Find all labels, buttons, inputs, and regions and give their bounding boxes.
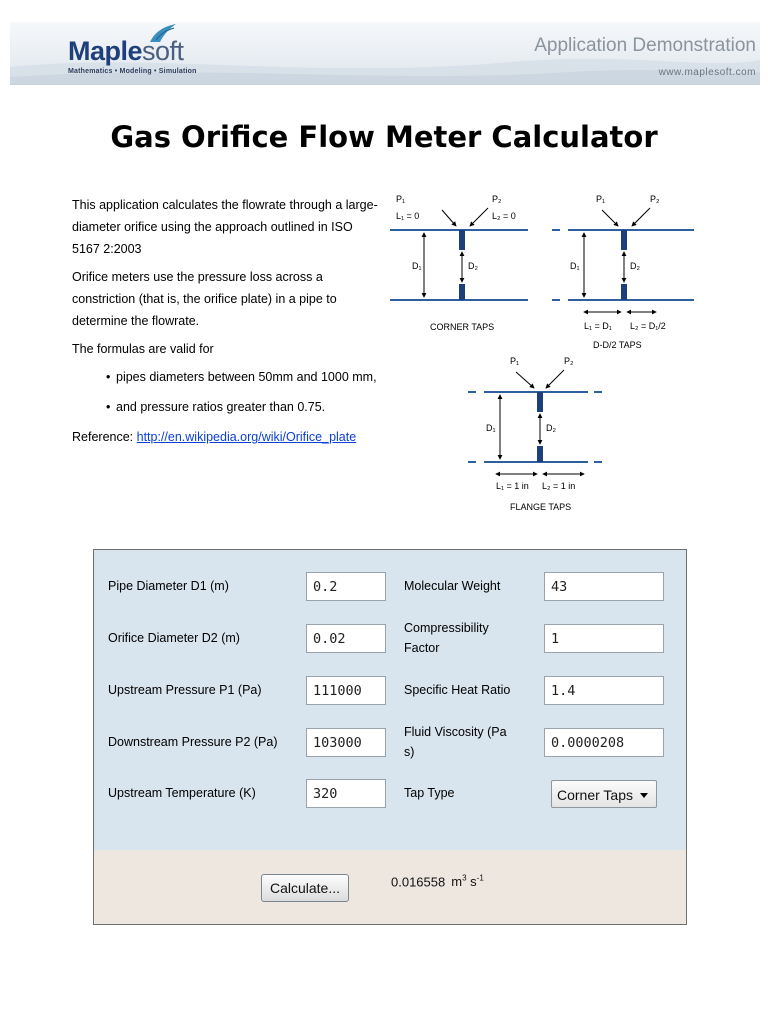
viscosity-label-line2: s): [404, 745, 415, 759]
viscosity-label-line1: Fluid Viscosity (Pa: [404, 725, 507, 739]
dd2-p2-label: P₂: [650, 194, 660, 204]
pipe-diameter-input[interactable]: 0.2: [306, 572, 386, 601]
orifice-diameter-label: Orifice Diameter D2 (m): [108, 631, 240, 645]
flange-taps-caption: FLANGE TAPS: [510, 502, 572, 512]
reference-link[interactable]: http://en.wikipedia.org/wiki/Orifice_plate: [136, 430, 357, 444]
orifice-diameter-input[interactable]: 0.02: [306, 624, 386, 653]
result-value: 0.016558: [391, 874, 446, 890]
corner-l2-label: L₂ = 0: [492, 211, 516, 221]
dd2-l2-label: L₂ = D₁/2: [630, 321, 666, 331]
flange-p2-label: P₂: [564, 356, 574, 366]
specific-heat-label: Specific Heat Ratio: [404, 683, 511, 697]
dd2-d1-label: D₁: [570, 261, 580, 271]
upstream-pressure-input[interactable]: 111000: [306, 676, 386, 705]
orifice-taps-diagram: [388, 188, 708, 528]
corner-p1-label: P₁: [396, 194, 406, 204]
result-unit: $m^3$ $s^{-1}$: [451, 874, 484, 890]
description-paragraph-3: The formulas are valid for: [72, 342, 214, 356]
chevron-down-icon: [640, 793, 648, 798]
viscosity-input[interactable]: 0.0000208: [544, 728, 664, 757]
application-demonstration-label: Application Demonstration: [534, 35, 756, 56]
flange-l1-label: L₁ = 1 in: [496, 481, 529, 491]
description-paragraph-1: This application calculates the flowrate through a large-diameter orifice using the approach outlined in ISO 5167 2:2003: [72, 198, 378, 256]
downstream-pressure-label: Downstream Pressure P2 (Pa): [108, 735, 278, 749]
logo-soft-text: soft: [142, 36, 184, 66]
molecular-weight-input[interactable]: 43: [544, 572, 664, 601]
compressibility-input[interactable]: 1: [544, 624, 664, 653]
flange-d1-label: D₁: [486, 423, 496, 433]
upstream-temperature-input[interactable]: 320: [306, 779, 386, 808]
dd2-p1-label: P₁: [596, 194, 606, 204]
calculator-panel: [93, 549, 687, 925]
corner-p2-label: P₂: [492, 194, 502, 204]
dd2-d2-label: D₂: [630, 261, 640, 271]
description-block: [72, 194, 382, 448]
flange-d2-label: D₂: [546, 423, 556, 433]
upstream-pressure-label: Upstream Pressure P1 (Pa): [108, 683, 262, 697]
corner-d1-label: D₁: [412, 261, 422, 271]
flange-p1-label: P₁: [510, 356, 520, 366]
list-item: • and pressure ratios greater than 0.75.: [116, 396, 382, 418]
corner-l1-label: L₁ = 0: [396, 211, 420, 221]
calculate-button[interactable]: Calculate...: [261, 874, 349, 902]
tap-type-selected: Corner Taps: [557, 787, 634, 803]
input-section: [94, 550, 686, 850]
list-item: • pipes diameters between 50mm and 1000 mm,: [116, 366, 382, 388]
compressibility-label-line1: Compressibility: [404, 621, 489, 635]
corner-d2-label: D₂: [468, 261, 478, 271]
dd2-taps-caption: D-D/2 TAPS: [593, 340, 642, 350]
corner-taps-caption: CORNER TAPS: [430, 322, 495, 332]
header-banner: [10, 22, 760, 85]
description-paragraph-2: Orifice meters use the pressure loss across a constriction (that is, the orifice plate) in a pipe to determine the flowrate.: [72, 270, 337, 328]
compressibility-label-line2: Factor: [404, 641, 440, 655]
dd2-l1-label: L₁ = D₁: [584, 321, 612, 331]
downstream-pressure-input[interactable]: 103000: [306, 728, 386, 757]
reference-line: [72, 426, 382, 448]
maplesoft-url: www.maplesoft.com: [658, 67, 756, 78]
molecular-weight-label: Molecular Weight: [404, 579, 501, 593]
reference-label: Reference:: [72, 430, 137, 444]
specific-heat-input[interactable]: 1.4: [544, 676, 664, 705]
tap-type-label: Tap Type: [404, 786, 455, 800]
logo-tagline: Mathematics • Modeling • Simulation: [68, 68, 197, 75]
pipe-diameter-label: Pipe Diameter D1 (m): [108, 579, 229, 593]
dd2-taps-diagram: [552, 194, 694, 350]
validity-list: [72, 366, 382, 418]
flange-l2-label: L₂ = 1 in: [542, 481, 576, 491]
flange-taps-diagram: [468, 356, 602, 512]
result-section: [94, 850, 686, 924]
flowrate-result: [391, 874, 484, 889]
logo-main-text: Maple: [68, 36, 143, 66]
upstream-temperature-label: Upstream Temperature (K): [108, 786, 256, 800]
page-title: Gas Orifice Flow Meter Calculator: [110, 120, 658, 154]
tap-type-dropdown[interactable]: [551, 780, 657, 808]
corner-taps-diagram: [390, 194, 528, 332]
maple-leaf-icon: [148, 22, 178, 44]
